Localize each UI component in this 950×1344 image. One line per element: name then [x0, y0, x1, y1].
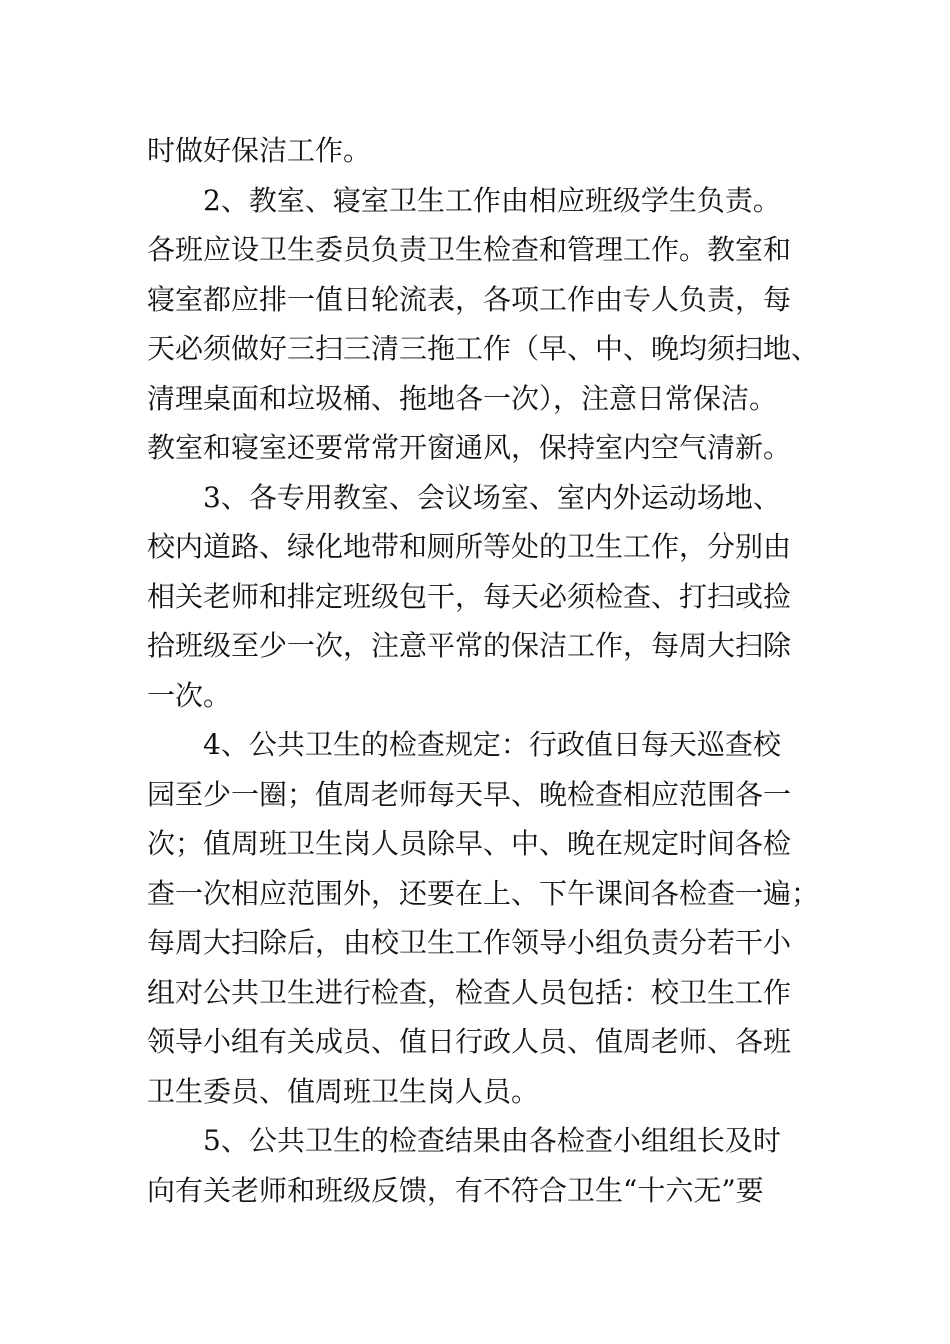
document-body [147, 126, 827, 1215]
text-line: 次；值周班卫生岗人员除早、中、晚在规定时间各检 [147, 827, 792, 860]
text-line: 拾班级至少一次，注意平常的保洁工作，每周大扫除 [147, 629, 792, 662]
text-line: 清理桌面和垃圾桶、拖地各一次），注意日常保洁。 [147, 381, 778, 415]
text-line: 卫生委员、值周班卫生岗人员。 [147, 1074, 540, 1108]
text-line: 3、各专用教室、会议场室、室内外运动场地、 [203, 480, 781, 514]
text-line: 各班应设卫生委员负责卫生检查和管理工作。教室和 [147, 233, 792, 266]
text-line: 寝室都应排一值日轮流表，各项工作由专人负责，每 [147, 282, 792, 316]
text-line: 查一次相应范围外，还要在上、下午课间各检查一遍； [147, 876, 820, 910]
text-line: 组对公共卫生进行检查，检查人员包括：校卫生工作 [147, 975, 792, 1009]
text-line: 5、公共卫生的检查结果由各检查小组组长及时 [203, 1124, 781, 1157]
text-line: 时做好保洁工作。 [147, 134, 372, 167]
text-line: 领导小组有关成员、值日行政人员、值周老师、各班 [147, 1025, 792, 1058]
text-line: 每周大扫除后，由校卫生工作领导小组负责分若干小 [147, 926, 792, 959]
text-line: 教室和寝室还要常常开窗通风，保持室内空气清新。 [147, 431, 792, 464]
text-line: 2、教室、寝室卫生工作由相应班级学生负责。 [203, 183, 781, 217]
text-line: 4、公共卫生的检查规定：行政值日每天巡查校 [203, 728, 781, 761]
text-line: 相关老师和排定班级包干，每天必须检查、打扫或捡 [147, 579, 792, 613]
text-line: 向有关老师和班级反馈，有不符合卫生“十六无”要 [147, 1173, 764, 1207]
text-line: 校内道路、绿化地带和厕所等处的卫生工作，分别由 [147, 530, 792, 563]
text-line: 天必须做好三扫三清三拖工作（早、中、晚均须扫地、 [147, 332, 820, 365]
text-line: 园至少一圈；值周老师每天早、晚检查相应范围各一 [147, 777, 792, 811]
text-line: 一次。 [147, 678, 232, 712]
